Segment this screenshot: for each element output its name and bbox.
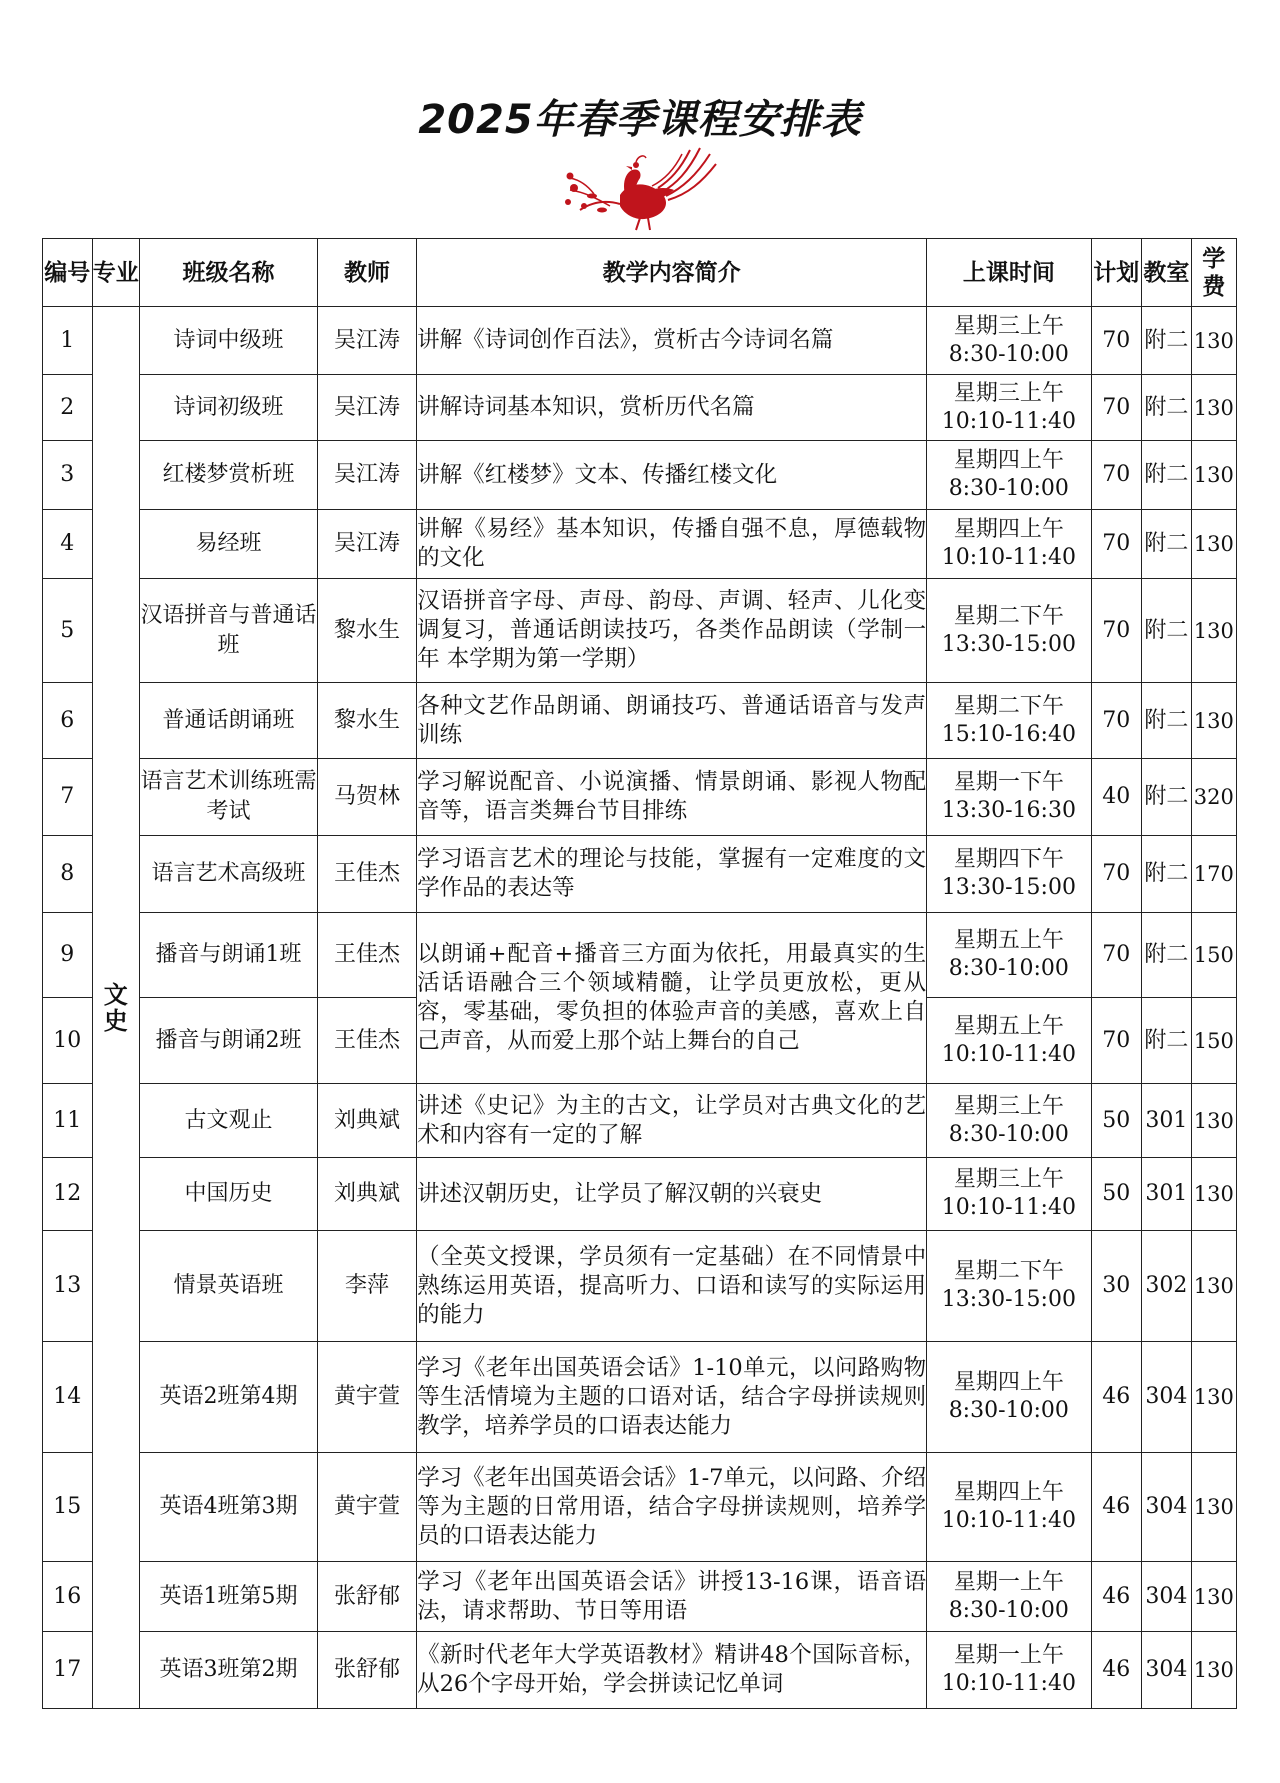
cell-class-name: 诗词中级班 — [139, 307, 317, 375]
cell-plan: 70 — [1091, 836, 1142, 913]
table-row — [43, 1158, 1237, 1231]
cell-class-name: 情景英语班 — [139, 1231, 317, 1342]
table-row — [43, 1632, 1237, 1709]
time-hours: 13:30-15:00 — [941, 875, 1076, 900]
cell-room: 附二 — [1142, 579, 1192, 683]
header-room: 教室 — [1142, 239, 1192, 307]
table-row — [43, 1084, 1237, 1158]
major-cell: 文史 — [92, 307, 139, 1709]
cell-no: 7 — [43, 759, 93, 836]
cell-room: 301 — [1142, 1158, 1192, 1231]
cell-plan: 70 — [1091, 307, 1142, 375]
header-fee: 学费 — [1191, 239, 1236, 307]
time-hours: 13:30-15:00 — [941, 631, 1076, 657]
cell-room: 附二 — [1142, 998, 1192, 1084]
cell-plan: 46 — [1091, 1342, 1142, 1453]
cell-fee: 130 — [1191, 375, 1236, 441]
header-time: 上课时间 — [927, 239, 1091, 307]
cell-time — [927, 998, 1091, 1084]
cell-description: 《新时代老年大学英语教材》精讲48个国际音标，从26个字母开始，学会拼读记忆单词 — [417, 1632, 927, 1709]
cell-description: 学习《老年出国英语会话》讲授13-16课，语音语法，请求帮助、节日等用语 — [417, 1562, 927, 1632]
table-row — [43, 1342, 1237, 1453]
table-row — [43, 913, 1237, 998]
cell-plan: 50 — [1091, 1084, 1142, 1158]
cell-description: 讲述《史记》为主的古文，让学员对古典文化的艺术和内容有一定的了解 — [417, 1084, 927, 1158]
time-hours: 8:30-10:00 — [948, 1597, 1069, 1623]
cell-teacher: 黄宇萱 — [318, 1453, 417, 1562]
cell-plan: 30 — [1091, 1231, 1142, 1342]
cell-description: 学习语言艺术的理论与技能，掌握有一定难度的文学作品的表达等 — [417, 836, 927, 913]
cell-room: 304 — [1142, 1562, 1192, 1632]
table-row — [43, 510, 1237, 579]
cell-class-name: 语言艺术高级班 — [139, 836, 317, 913]
cell-description: 讲解诗词基本知识，赏析历代名篇 — [417, 375, 927, 441]
cell-class-name: 播音与朗诵2班 — [139, 998, 317, 1084]
cell-no: 4 — [43, 510, 93, 579]
table-header-row — [43, 239, 1237, 307]
cell-description: 学习《老年出国英语会话》1-7单元，以问路、介绍等为主题的日常用语，结合字母拼读规则，培养学员的口语表达能力 — [417, 1453, 927, 1562]
time-day: 星期三上午 — [953, 380, 1064, 406]
course-schedule-table — [42, 238, 1237, 1709]
phoenix-emblem-icon — [540, 140, 740, 235]
cell-no: 1 — [43, 307, 93, 375]
cell-plan: 70 — [1091, 579, 1142, 683]
cell-no: 14 — [43, 1342, 93, 1453]
table-row — [43, 1562, 1237, 1632]
cell-teacher: 刘典斌 — [318, 1158, 417, 1231]
cell-room: 304 — [1142, 1453, 1192, 1562]
cell-plan: 40 — [1091, 759, 1142, 836]
cell-description: 以朗诵+配音+播音三方面为依托，用最真实的生活话语融合三个领域精髓，让学员更放松，更从容，零基础，零负担的体验声音的美感，喜欢上自己声音，从而爱上那个站上舞台的自己 — [417, 913, 927, 1084]
header-description: 教学内容简介 — [417, 239, 927, 307]
page-title: 2025年春季课程安排表 — [418, 97, 862, 143]
cell-teacher: 张舒郁 — [318, 1562, 417, 1632]
time-day: 星期五上午 — [953, 928, 1064, 953]
cell-plan: 46 — [1091, 1562, 1142, 1632]
cell-time — [927, 1453, 1091, 1562]
time-day: 星期一上午 — [953, 1569, 1064, 1595]
cell-room: 301 — [1142, 1084, 1192, 1158]
cell-time — [927, 1632, 1091, 1709]
cell-fee: 150 — [1191, 998, 1236, 1084]
cell-time — [927, 1158, 1091, 1231]
cell-description: 学习《老年出国英语会话》1-10单元，以问路购物等生活情境为主题的口语对话，结合字母拼读规则教学，培养学员的口语表达能力 — [417, 1342, 927, 1453]
cell-time — [927, 836, 1091, 913]
time-day: 星期四上午 — [953, 1480, 1064, 1505]
time-day: 星期二下午 — [953, 1259, 1064, 1284]
cell-plan: 70 — [1091, 913, 1142, 998]
cell-fee: 130 — [1191, 1231, 1236, 1342]
time-day: 星期四上午 — [953, 1370, 1064, 1395]
cell-no: 17 — [43, 1632, 93, 1709]
cell-description: （全英文授课，学员须有一定基础）在不同情景中熟练运用英语，提高听力、口语和读写的实际运用的能力 — [417, 1231, 927, 1342]
cell-time — [927, 510, 1091, 579]
cell-teacher: 吴江涛 — [318, 375, 417, 441]
time-hours: 10:10-11:40 — [941, 1041, 1076, 1067]
cell-class-name: 易经班 — [139, 510, 317, 579]
cell-fee: 150 — [1191, 913, 1236, 998]
cell-room: 附二 — [1142, 375, 1192, 441]
cell-teacher: 吴江涛 — [318, 307, 417, 375]
cell-time — [927, 913, 1091, 998]
cell-room: 附二 — [1142, 307, 1192, 375]
cell-room: 附二 — [1142, 836, 1192, 913]
cell-teacher: 李萍 — [318, 1231, 417, 1342]
cell-no: 13 — [43, 1231, 93, 1342]
time-day: 星期二下午 — [953, 693, 1064, 719]
table-row — [43, 683, 1237, 759]
cell-teacher: 黎水生 — [318, 683, 417, 759]
cell-no: 9 — [43, 913, 93, 998]
cell-fee: 130 — [1191, 307, 1236, 375]
time-hours: 10:10-11:40 — [941, 1195, 1076, 1220]
cell-time — [927, 683, 1091, 759]
time-hours: 15:10-16:40 — [941, 721, 1076, 747]
cell-teacher: 吴江涛 — [318, 441, 417, 510]
cell-fee: 130 — [1191, 1084, 1236, 1158]
cell-class-name: 英语3班第2期 — [139, 1632, 317, 1709]
cell-time — [927, 1231, 1091, 1342]
cell-no: 8 — [43, 836, 93, 913]
cell-fee: 130 — [1191, 683, 1236, 759]
table-row — [43, 375, 1237, 441]
cell-room: 304 — [1142, 1342, 1192, 1453]
cell-plan: 70 — [1091, 375, 1142, 441]
time-day: 星期四下午 — [953, 847, 1064, 872]
cell-teacher: 马贺林 — [318, 759, 417, 836]
table-row — [43, 579, 1237, 683]
cell-room: 附二 — [1142, 913, 1192, 998]
cell-class-name: 中国历史 — [139, 1158, 317, 1231]
cell-fee: 130 — [1191, 1342, 1236, 1453]
cell-time — [927, 1562, 1091, 1632]
cell-fee: 130 — [1191, 1632, 1236, 1709]
cell-description: 学习解说配音、小说演播、情景朗诵、影视人物配音等，语言类舞台节目排练 — [417, 759, 927, 836]
cell-no: 6 — [43, 683, 93, 759]
cell-teacher: 张舒郁 — [318, 1632, 417, 1709]
cell-fee: 130 — [1191, 579, 1236, 683]
cell-plan: 70 — [1091, 510, 1142, 579]
cell-plan: 70 — [1091, 441, 1142, 510]
time-hours: 10:10-11:40 — [941, 408, 1076, 434]
cell-teacher: 刘典斌 — [318, 1084, 417, 1158]
cell-description: 讲述汉朝历史，让学员了解汉朝的兴衰史 — [417, 1158, 927, 1231]
cell-fee: 130 — [1191, 510, 1236, 579]
table-row — [43, 836, 1237, 913]
cell-no: 5 — [43, 579, 93, 683]
cell-class-name: 古文观止 — [139, 1084, 317, 1158]
time-day: 星期四上午 — [953, 448, 1064, 473]
table-row — [43, 759, 1237, 836]
time-hours: 8:30-10:00 — [948, 476, 1069, 501]
cell-fee: 130 — [1191, 1453, 1236, 1562]
time-day: 星期二下午 — [953, 603, 1064, 629]
cell-class-name: 英语2班第4期 — [139, 1342, 317, 1453]
cell-no: 11 — [43, 1084, 93, 1158]
time-day: 星期四上午 — [953, 517, 1064, 542]
time-day: 星期五上午 — [953, 1013, 1064, 1039]
cell-fee: 320 — [1191, 759, 1236, 836]
cell-time — [927, 1084, 1091, 1158]
time-hours: 10:10-11:40 — [941, 545, 1076, 570]
cell-room: 附二 — [1142, 441, 1192, 510]
cell-plan: 70 — [1091, 998, 1142, 1084]
cell-time — [927, 579, 1091, 683]
cell-fee: 170 — [1191, 836, 1236, 913]
table-row — [43, 1453, 1237, 1562]
time-day: 星期三上午 — [953, 313, 1064, 339]
cell-room: 302 — [1142, 1231, 1192, 1342]
cell-class-name: 英语1班第5期 — [139, 1562, 317, 1632]
cell-class-name: 语言艺术训练班需考试 — [139, 759, 317, 836]
time-hours: 8:30-10:00 — [948, 1398, 1069, 1423]
cell-teacher: 王佳杰 — [318, 836, 417, 913]
table-row — [43, 1231, 1237, 1342]
cell-no: 12 — [43, 1158, 93, 1231]
time-hours: 13:30-16:30 — [941, 798, 1076, 823]
time-hours: 10:10-11:40 — [941, 1508, 1076, 1533]
cell-plan: 50 — [1091, 1158, 1142, 1231]
cell-description: 汉语拼音字母、声母、韵母、声调、轻声、儿化变调复习，普通话朗读技巧，各类作品朗读（学制一年 本学期为第一学期） — [417, 579, 927, 683]
cell-class-name: 英语4班第3期 — [139, 1453, 317, 1562]
cell-no: 10 — [43, 998, 93, 1084]
time-hours: 8:30-10:00 — [948, 956, 1069, 981]
header-class-name: 班级名称 — [139, 239, 317, 307]
cell-description: 各种文艺作品朗诵、朗诵技巧、普通话语音与发声训练 — [417, 683, 927, 759]
cell-teacher: 吴江涛 — [318, 510, 417, 579]
cell-time — [927, 1342, 1091, 1453]
cell-room: 附二 — [1142, 759, 1192, 836]
cell-time — [927, 375, 1091, 441]
cell-time — [927, 759, 1091, 836]
cell-time — [927, 441, 1091, 510]
cell-time — [927, 307, 1091, 375]
time-hours: 8:30-10:00 — [948, 1121, 1069, 1147]
time-hours: 8:30-10:00 — [948, 341, 1069, 367]
header-teacher: 教师 — [318, 239, 417, 307]
time-day: 星期一上午 — [953, 1643, 1064, 1668]
time-day: 星期一下午 — [953, 770, 1064, 795]
cell-class-name: 汉语拼音与普通话班 — [139, 579, 317, 683]
header-major: 专业 — [92, 239, 139, 307]
cell-fee: 130 — [1191, 1562, 1236, 1632]
cell-teacher: 黎水生 — [318, 579, 417, 683]
cell-fee: 130 — [1191, 1158, 1236, 1231]
table-row — [43, 441, 1237, 510]
cell-description: 讲解《诗词创作百法》，赏析古今诗词名篇 — [417, 307, 927, 375]
cell-description: 讲解《红楼梦》文本、传播红楼文化 — [417, 441, 927, 510]
cell-no: 2 — [43, 375, 93, 441]
time-hours: 10:10-11:40 — [941, 1671, 1076, 1696]
cell-no: 15 — [43, 1453, 93, 1562]
cell-room: 304 — [1142, 1632, 1192, 1709]
cell-room: 附二 — [1142, 683, 1192, 759]
cell-teacher: 王佳杰 — [318, 913, 417, 998]
cell-plan: 46 — [1091, 1632, 1142, 1709]
cell-teacher: 黄宇萱 — [318, 1342, 417, 1453]
header-no: 编号 — [43, 239, 93, 307]
cell-no: 16 — [43, 1562, 93, 1632]
time-hours: 13:30-15:00 — [941, 1287, 1076, 1312]
cell-plan: 70 — [1091, 683, 1142, 759]
cell-class-name: 红楼梦赏析班 — [139, 441, 317, 510]
cell-room: 附二 — [1142, 510, 1192, 579]
table-row — [43, 307, 1237, 375]
time-day: 星期三上午 — [953, 1093, 1064, 1119]
cell-description: 讲解《易经》基本知识，传播自强不息，厚德载物的文化 — [417, 510, 927, 579]
cell-teacher: 王佳杰 — [318, 998, 417, 1084]
header-plan: 计划 — [1091, 239, 1142, 307]
cell-plan: 46 — [1091, 1453, 1142, 1562]
cell-class-name: 诗词初级班 — [139, 375, 317, 441]
cell-class-name: 播音与朗诵1班 — [139, 913, 317, 998]
cell-no: 3 — [43, 441, 93, 510]
cell-class-name: 普通话朗诵班 — [139, 683, 317, 759]
time-day: 星期三上午 — [953, 1167, 1064, 1192]
cell-fee: 130 — [1191, 441, 1236, 510]
